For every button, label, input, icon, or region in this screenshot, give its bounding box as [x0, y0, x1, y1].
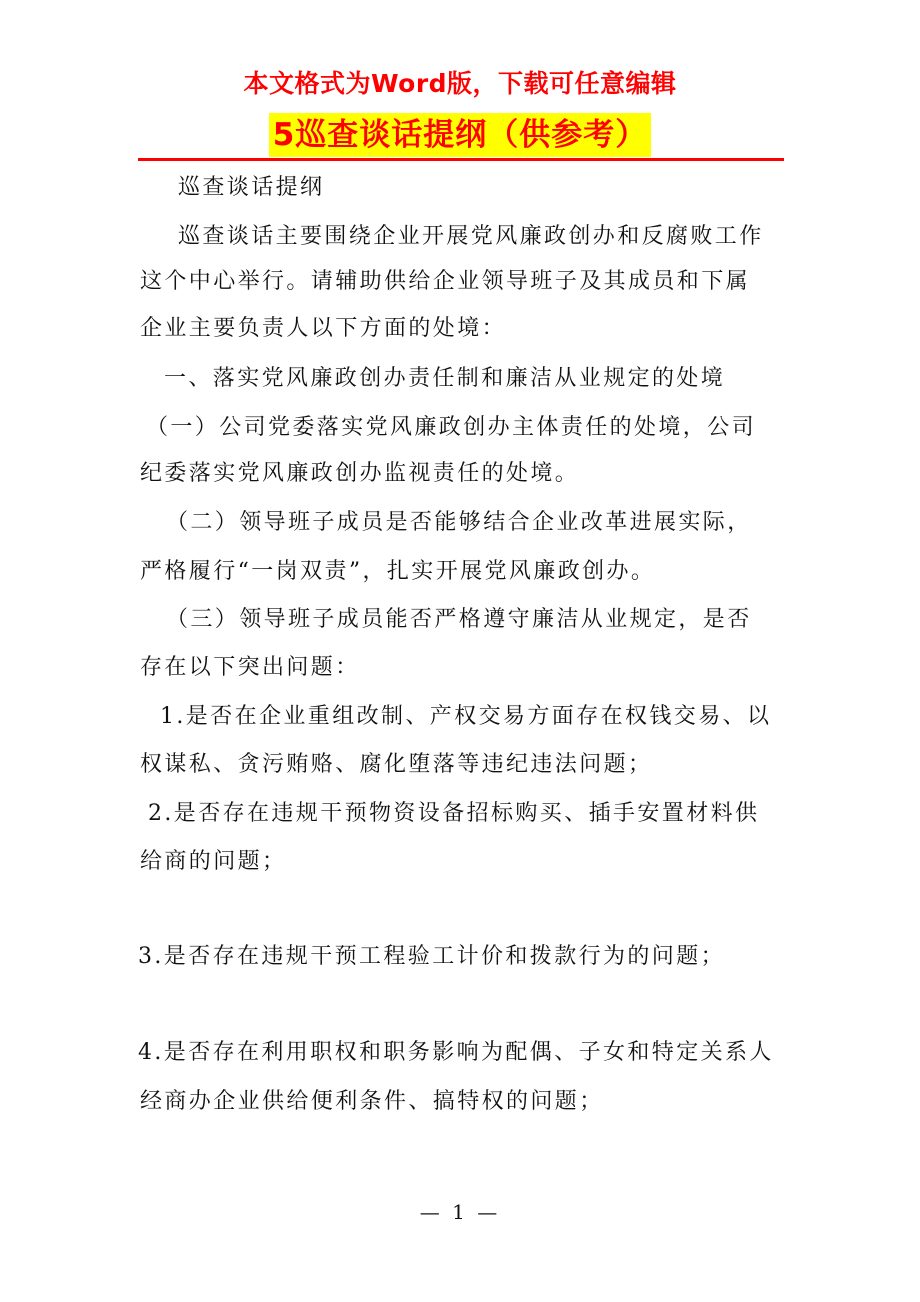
item-2-line-2: 严格履行“一岗双责”，扎实开展党风廉政创办。 — [140, 559, 656, 584]
title-wrap — [0, 113, 920, 157]
item-1-line-2: 纪委落实党风廉政创办监视责任的处境。 — [140, 461, 580, 486]
document-title: 5巡查谈话提纲（供参考） — [269, 113, 652, 157]
point-3-line: 3.是否存在违规干预工程验工计价和拨款行为的问题； — [138, 944, 725, 969]
point-4-line-1: 4.是否存在利用职权和职务影响为配偶、子女和特定关系人 — [138, 1040, 774, 1065]
intro-line-2: 这个中心举行。请辅助供给企业领导班子及其成员和下属 — [140, 269, 751, 294]
heading-paragraph: 巡查谈话提纲 — [178, 175, 325, 200]
item-3-line-2: 存在以下突出问题： — [140, 655, 360, 680]
document-banner: 本文格式为Word版，下载可任意编辑 — [243, 69, 677, 98]
page-number: — 1 — — [419, 1200, 501, 1224]
point-1-line-1: 1.是否在企业重组改制、产权交易方面存在权钱交易、以 — [160, 704, 772, 729]
title-rule — [138, 158, 784, 161]
section-1-heading: 一、落实党风廉政创办责任制和廉洁从业规定的处境 — [164, 366, 726, 391]
item-2-line-1: （二）领导班子成员是否能够结合企业改革进展实际， — [166, 510, 752, 535]
point-2-line-2: 给商的问题； — [140, 849, 287, 874]
point-2-line-1: 2.是否存在违规干预物资设备招标购买、插手安置材料供 — [148, 801, 760, 826]
intro-line-3: 企业主要负责人以下方面的处境： — [140, 316, 507, 341]
item-1-line-1: （一）公司党委落实党风廉政创办主体责任的处境，公司 — [146, 415, 757, 440]
intro-line-1: 巡查谈话主要围绕企业开展党风廉政创办和反腐败工作 — [178, 224, 764, 249]
item-3-line-1: （三）领导班子成员能否严格遵守廉洁从业规定，是否 — [166, 607, 752, 632]
point-1-line-2: 权谋私、贪污贿赂、腐化堕落等违纪违法问题； — [140, 752, 653, 777]
point-4-line-2: 经商办企业供给便利条件、搞特权的问题； — [140, 1089, 604, 1114]
